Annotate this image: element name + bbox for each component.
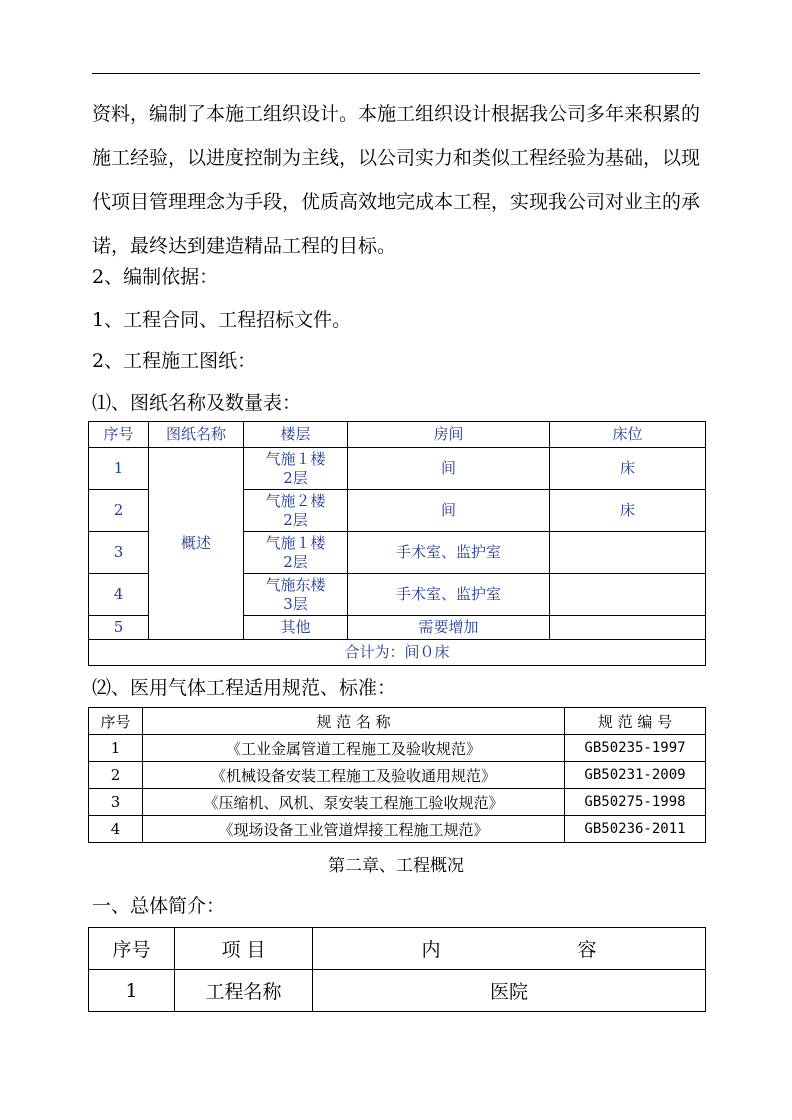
header-cell: 房间 bbox=[348, 422, 550, 448]
room-cell: 间 bbox=[348, 448, 550, 490]
total-row bbox=[89, 640, 706, 666]
bed-cell bbox=[550, 574, 706, 616]
standard-name: 《压缩机、风机、泵安装工程施工验收规范》 bbox=[143, 789, 565, 816]
header-cell: 楼层 bbox=[244, 422, 348, 448]
table-header-row bbox=[89, 928, 706, 970]
table-row bbox=[89, 970, 706, 1012]
floor-line: 气施２楼 bbox=[265, 491, 326, 510]
item-cell: 工程名称 bbox=[175, 970, 313, 1012]
row-number: 2 bbox=[89, 762, 143, 789]
row-number: 4 bbox=[89, 816, 143, 843]
floor-line: 气施１楼 bbox=[265, 449, 326, 468]
header-cell bbox=[313, 928, 706, 970]
bed-cell bbox=[550, 532, 706, 574]
header-cell: 序号 bbox=[89, 422, 149, 448]
floor-cell bbox=[244, 532, 348, 574]
drawing-name-merged: 概述 bbox=[149, 448, 244, 640]
header-cell: 序号 bbox=[89, 928, 175, 970]
row-number: 4 bbox=[89, 574, 149, 616]
standards-heading: ⑵、医用气体工程适用规范、标准： bbox=[92, 677, 397, 699]
header-content-part: 容 bbox=[577, 939, 597, 961]
row-number: 1 bbox=[89, 970, 175, 1012]
header-cell: 图纸名称 bbox=[149, 422, 244, 448]
room-cell: 手术室、监护室 bbox=[348, 574, 550, 616]
standard-code: GB50235-1997 bbox=[565, 735, 706, 762]
table-row bbox=[89, 735, 706, 762]
floor-cell bbox=[244, 448, 348, 490]
header-cell: 规 范 名 称 bbox=[143, 708, 565, 735]
header-cell: 床位 bbox=[550, 422, 706, 448]
row-number: 1 bbox=[89, 735, 143, 762]
basis-item-1: 1、工程合同、工程招标文件。 bbox=[92, 309, 352, 331]
standard-name: 《工业金属管道工程施工及验收规范》 bbox=[143, 735, 565, 762]
chapter-title: 第二章、工程概况 bbox=[328, 856, 464, 876]
bed-cell bbox=[550, 616, 706, 640]
overview-table bbox=[88, 927, 706, 1012]
table-row bbox=[89, 789, 706, 816]
content-cell: 医院 bbox=[313, 970, 706, 1012]
header-content-part: 内 bbox=[421, 939, 441, 961]
floor-line: 2层 bbox=[283, 510, 308, 529]
header-rule bbox=[92, 73, 700, 74]
floor-line: 气施东楼 bbox=[265, 575, 326, 594]
floor-line: 3层 bbox=[283, 594, 308, 613]
table-header-row bbox=[89, 422, 706, 448]
floor-line: 2层 bbox=[283, 468, 308, 487]
room-cell: 手术室、监护室 bbox=[348, 532, 550, 574]
bed-cell: 床 bbox=[550, 490, 706, 532]
table-header-row bbox=[89, 708, 706, 735]
row-number: 1 bbox=[89, 448, 149, 490]
standard-name: 《机械设备安装工程施工及验收通用规范》 bbox=[143, 762, 565, 789]
row-number: 3 bbox=[89, 789, 143, 816]
intro-paragraph: 资料，编制了本施工组织设计。本施工组织设计根据我公司多年来积累的施工经验，以进度控制为主线，以公司实力和类似工程经验为基础，以现代项目管理理念为手段，优质高效地完成本工程，实现我公司对业主的承诺，最终达到建造精品工程的目标。 bbox=[92, 103, 701, 257]
table-row bbox=[89, 448, 706, 490]
room-cell: 需要增加 bbox=[348, 616, 550, 640]
floor-cell bbox=[244, 574, 348, 616]
standard-name: 《现场设备工业管道焊接工程施工规范》 bbox=[143, 816, 565, 843]
drawings-heading: ⑴、图纸名称及数量表： bbox=[92, 392, 302, 414]
row-number: 5 bbox=[89, 616, 149, 640]
basis-item-2: 2、工程施工图纸： bbox=[92, 350, 257, 372]
standard-code: GB50275-1998 bbox=[565, 789, 706, 816]
room-cell: 间 bbox=[348, 490, 550, 532]
floor-line: 气施１楼 bbox=[265, 533, 326, 552]
floor-cell bbox=[244, 490, 348, 532]
row-number: 2 bbox=[89, 490, 149, 532]
header-cell: 序号 bbox=[89, 708, 143, 735]
row-number: 3 bbox=[89, 532, 149, 574]
standards-table bbox=[88, 707, 706, 843]
floor-cell: 其他 bbox=[244, 616, 348, 640]
standard-code: GB50236-2011 bbox=[565, 816, 706, 843]
overview-heading: 一、总体简介： bbox=[92, 895, 226, 917]
bed-cell: 床 bbox=[550, 448, 706, 490]
table-row bbox=[89, 762, 706, 789]
table-row bbox=[89, 816, 706, 843]
basis-heading: 2、编制依据： bbox=[92, 266, 219, 288]
drawings-table bbox=[88, 421, 706, 666]
header-cell: 规 范 编 号 bbox=[565, 708, 706, 735]
header-cell: 项 目 bbox=[175, 928, 313, 970]
standard-code: GB50231-2009 bbox=[565, 762, 706, 789]
total-cell: 合计为：间０床 bbox=[89, 640, 706, 666]
floor-line: 2层 bbox=[283, 552, 308, 571]
